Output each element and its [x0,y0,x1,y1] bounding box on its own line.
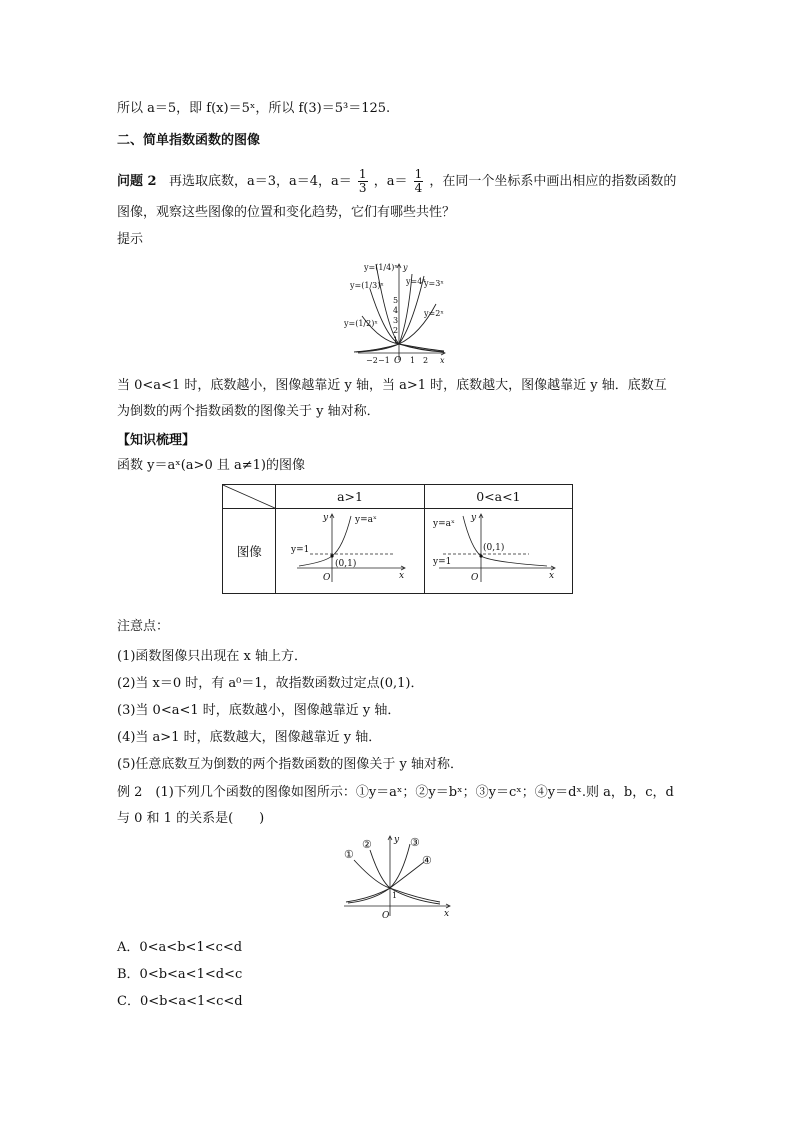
row-label: 图像 [223,509,276,594]
asymptote-label: y=1 [433,556,452,567]
curve-label: y=(1/4)ˣ [364,263,398,272]
curve-label-2: ② [362,838,372,851]
diagonal-header-cell [223,485,276,509]
exponential-functions-figure [340,256,460,368]
y-axis-label: y [394,835,400,845]
function-title: 函数 y＝aˣ(a>0 且 a≠1)的图像 [117,458,305,473]
x-tick: −2 [366,356,378,365]
conclusion-line-2: 为倒数的两个指数函数的图像关于 y 轴对称． [117,404,380,419]
x-axis-label: x [399,570,405,581]
conclusion-line-1: 当 0<a<1 时，底数越小，图像越靠近 y 轴，当 a>1 时，底数越大，图像越靠近 y 轴．底数互 [117,378,667,393]
curve-label-4: ④ [422,854,432,867]
option-c: C．0<b<a<1<c<d [117,994,243,1009]
curve-label-3: ③ [410,836,420,849]
question-2-line-2: 图像，观察这些图像的位置和变化趋势，它们有哪些共性？ [117,205,456,220]
section-heading: 二、简单指数函数的图像 [117,133,261,148]
point-label: (0,1) [483,542,505,553]
y-tick: 4 [393,306,399,315]
note-item: (2)当 x＝0 时，有 a⁰＝1，故指数函数过定点(0,1)． [117,676,424,691]
note-item: (3)当 0<a<1 时，底数越小，图像越靠近 y 轴． [117,703,401,718]
note-item: (5)任意底数互为倒数的两个指数函数的图像关于 y 轴对称． [117,757,464,772]
question-separator: ，a＝ [373,174,408,189]
option-a: A．0<a<b<1<c<d [117,940,243,955]
origin-label: O [394,356,402,366]
x-axis-label: x [549,570,555,581]
example-2-figure [340,832,460,922]
y-axis-label: y [403,263,408,272]
question-label: 问题 2 [117,174,157,189]
note-item: (1)函数图像只出现在 x 轴上方． [117,649,308,664]
x-tick: 2 [423,356,429,365]
knowledge-heading: 【知识梳理】 [117,433,196,448]
curve-label-1: ① [344,848,354,861]
curve-label: y=4ˣ [406,277,426,286]
question-text: 再选取底数，a＝3，a＝4，a＝ [168,174,352,189]
graph-a-less-1 [433,510,563,590]
x-tick: 1 [410,356,416,365]
fraction-one-third: $\frac{1}{3}$ [358,167,367,195]
notes-heading: 注意点： [117,619,170,634]
asymptote-label: y=1 [291,544,310,555]
y-tick: 3 [393,316,399,325]
example-2-line-1: 例 2 (1)下列几个函数的图像如图所示：①y＝aˣ；②y＝bˣ；③y＝cˣ；④y＝dˣ.则 a，b，c，d [117,785,674,800]
solution-conclusion-line: 所以 a＝5，即 f(x)＝5ˣ，所以 f(3)＝5³＝125. [117,101,391,116]
graph-a-greater-1 [285,510,415,590]
x-axis-label: x [444,909,450,919]
x-tick: −1 [378,356,390,365]
curve-label: y=(1/2)ˣ [344,319,378,328]
curve-label: y=aˣ [433,518,456,529]
one-label: 1 [392,891,398,900]
graph-cell-a-less-1 [424,509,572,594]
curve-label: y=3ˣ [424,279,444,288]
curve-label: y=aˣ [355,514,377,525]
x-axis-label: x [440,356,445,365]
curve-label: y=2ˣ [424,309,444,318]
note-item: (4)当 a>1 时，底数越大，图像越靠近 y 轴． [117,730,382,745]
origin-label: O [382,911,390,921]
question-text: ，在同一个坐标系中画出相应的指数函数的 [429,174,677,189]
origin-label: O [323,572,331,583]
origin-label: O [471,572,479,583]
example-2-line-2: 与 0 和 1 的关系是( ) [117,811,265,826]
point-label: (0,1) [335,558,357,569]
fraction-one-fourth: $\frac{1}{4}$ [414,167,423,195]
curve-label: y=(1/3)ˣ [350,281,384,290]
graph-cell-a-greater-1 [276,509,424,594]
y-axis-label: y [471,512,477,523]
header-diagonal-line [223,485,277,509]
exponential-graph-table [222,484,573,594]
header-a-between-0-1: 0<a<1 [424,485,572,509]
y-tick: 1 [393,336,399,345]
y-axis-label: y [323,512,329,523]
hint-label: 提示 [117,232,144,247]
y-tick: 5 [393,296,399,305]
y-tick: 2 [393,326,399,335]
question-2-line-1 [117,168,676,195]
header-a-greater-1: a>1 [276,485,424,509]
option-b: B．0<b<a<1<d<c [117,967,243,982]
